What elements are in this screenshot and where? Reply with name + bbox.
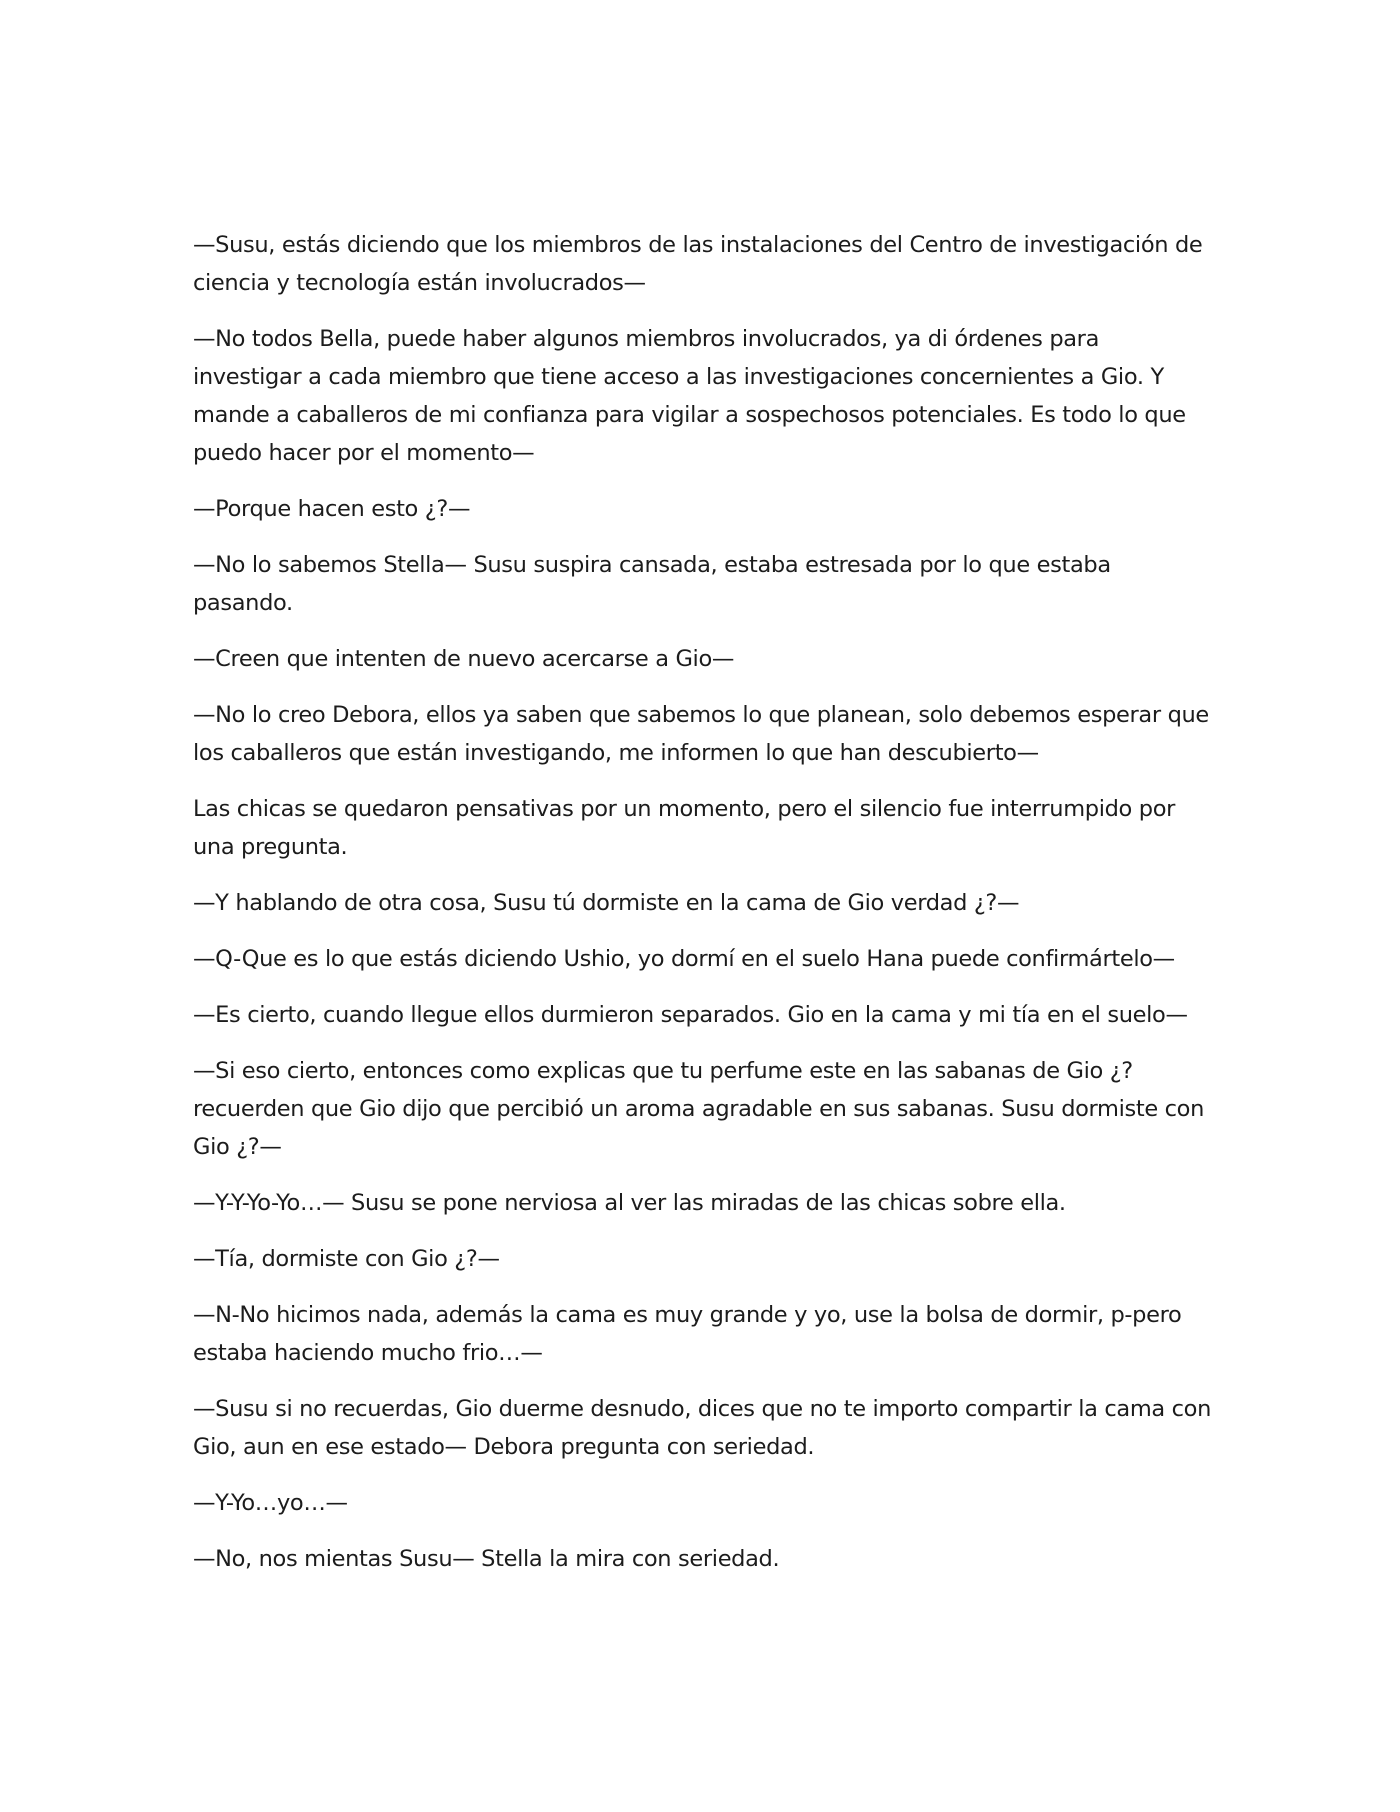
paragraph-13: —Tía, dormiste con Gio ¿?—: [193, 1246, 500, 1272]
paragraph-9: —Q-Que es lo que estás diciendo Ushio, yo dormí en el suelo Hana puede confirmártelo—: [193, 946, 1175, 972]
paragraph-5: —Creen que intenten de nuevo acercarse a Gio—: [193, 646, 735, 672]
paragraph-2: —No todos Bella, puede haber algunos miembros involucrados, ya di órdenes para investigar a cada miembro que tiene acceso a las investigaciones concernientes a Gio. Y mande a caballeros de mi confianza para vigilar a sospechosos potenciales. Es todo lo que puedo hacer por el momento—: [193, 326, 1186, 466]
document-text-body: [193, 226, 1213, 1596]
paragraph-16: —Y-Yo…yo…—: [193, 1490, 348, 1516]
paragraph-6: —No lo creo Debora, ellos ya saben que sabemos lo que planean, solo debemos esperar que los caballeros que están investigando, me informen lo que han descubierto—: [193, 702, 1209, 766]
paragraph-1: —Susu, estás diciendo que los miembros de las instalaciones del Centro de investigación de ciencia y tecnología están involucrados—: [193, 232, 1203, 296]
paragraph-4: —No lo sabemos Stella— Susu suspira cansada, estaba estresada por lo que estaba pasando.: [193, 552, 1111, 616]
paragraph-10: —Es cierto, cuando llegue ellos durmieron separados. Gio en la cama y mi tía en el suelo—: [193, 1002, 1188, 1028]
paragraph-8: —Y hablando de otra cosa, Susu tú dormiste en la cama de Gio verdad ¿?—: [193, 890, 1020, 916]
paragraph-11: —Si eso cierto, entonces como explicas que tu perfume este en las sabanas de Gio ¿? recuerden que Gio dijo que percibió un aroma agradable en sus sabanas. Susu dormiste con Gio ¿?—: [193, 1058, 1205, 1160]
paragraph-12: —Y-Y-Yo-Yo…— Susu se pone nerviosa al ver las miradas de las chicas sobre ella.: [193, 1190, 1066, 1216]
paragraph-14: —N-No hicimos nada, además la cama es muy grande y yo, use la bolsa de dormir, p-pero estaba haciendo mucho frio…—: [193, 1302, 1182, 1366]
paragraph-3: —Porque hacen esto ¿?—: [193, 496, 471, 522]
paragraph-17: —No, nos mientas Susu— Stella la mira con seriedad.: [193, 1546, 780, 1572]
paragraph-7: Las chicas se quedaron pensativas por un momento, pero el silencio fue interrumpido por una pregunta.: [193, 796, 1176, 860]
paragraph-15: —Susu si no recuerdas, Gio duerme desnudo, dices que no te importo compartir la cama con Gio, aun en ese estado— Debora pregunta con seriedad.: [193, 1396, 1211, 1460]
